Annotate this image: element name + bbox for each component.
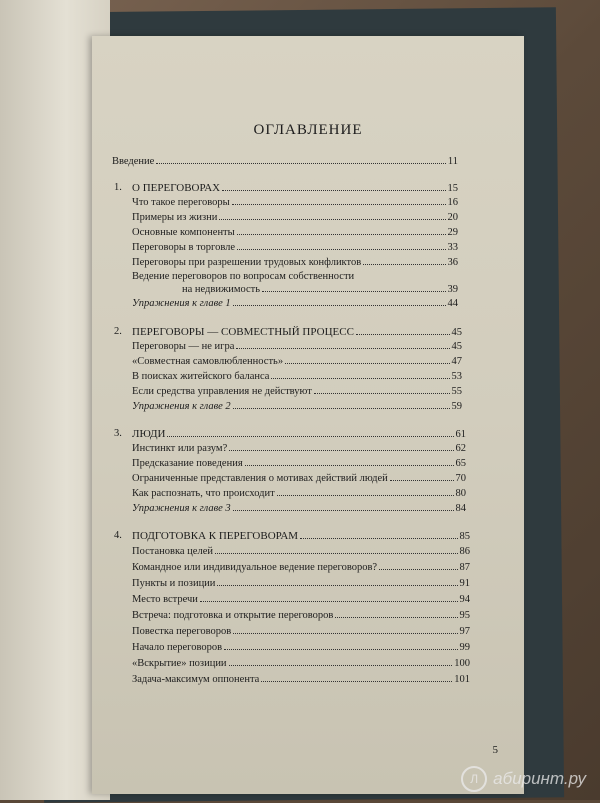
toc-entry-page: 95 (459, 610, 470, 621)
toc-entry-page: 70 (455, 473, 466, 484)
toc-entry (132, 458, 466, 470)
toc-entry (132, 546, 470, 558)
toc-entry-label: «Вскрытие» позиции (132, 658, 227, 669)
toc-entry-label: Место встречи (132, 594, 198, 605)
leader-dots (314, 393, 450, 394)
toc-entry (132, 488, 466, 500)
toc-entry-label: Переговоры в торговле (132, 242, 236, 253)
chapter-title: ПОДГОТОВКА К ПЕРЕГОВОРАМ (132, 530, 299, 542)
toc-entry-label: Что такое переговоры (132, 197, 230, 208)
toc-entry-page: 80 (455, 488, 466, 499)
toc-entry-page: 55 (451, 386, 462, 397)
toc-entry-label: Задача-максимум оппонента (132, 674, 260, 685)
toc-entry-label-cont: на недвижимость (182, 284, 261, 295)
toc-entry (132, 642, 470, 654)
toc-entry-label: Предсказание поведения (132, 458, 243, 469)
chapter-title: О ПЕРЕГОВОРАХ (132, 182, 221, 194)
leader-dots (156, 163, 446, 164)
toc-entry-label: Примеры из жизни (132, 212, 218, 223)
leader-dots (233, 633, 457, 634)
toc-entry (132, 227, 458, 239)
leader-dots (390, 480, 454, 481)
toc-entry-label: Повестка переговоров (132, 626, 232, 637)
leader-dots (219, 219, 445, 220)
toc-entry-page: 16 (447, 197, 458, 208)
leader-dots (271, 378, 449, 379)
leader-dots (217, 585, 457, 586)
toc-entry-exercises (132, 298, 458, 310)
chapter-page: 45 (451, 327, 462, 338)
toc-entry (132, 371, 462, 383)
toc-entry-label: Пункты и позиции (132, 578, 216, 589)
toc-entry (132, 674, 470, 686)
toc-entry-label: Переговоры — не игра (132, 341, 235, 352)
leader-dots (262, 291, 445, 292)
toc-entry (132, 341, 462, 353)
toc-entry-label: Начало переговоров (132, 642, 223, 653)
toc-entry-page: 45 (451, 341, 462, 352)
toc-entry (132, 257, 458, 269)
toc-entry-intro (112, 156, 458, 168)
toc-entry-label: Если средства управления не действуют (132, 386, 312, 397)
toc-entry-page: 87 (459, 562, 470, 573)
toc-entry-exercises (132, 503, 466, 515)
toc-entry-label: Ведение переговоров по вопросам собственности (132, 271, 355, 282)
toc-entry-page: 47 (451, 356, 462, 367)
leader-dots (300, 538, 457, 539)
toc-entry (132, 610, 470, 622)
toc-entry-page: 20 (447, 212, 458, 223)
leader-dots (285, 363, 449, 364)
toc-entry (132, 578, 470, 590)
toc-entry-label: Введение (112, 156, 155, 167)
leader-dots (261, 681, 452, 682)
chapter-page: 15 (447, 183, 458, 194)
toc-entry (132, 626, 470, 638)
toc-entry (132, 594, 470, 606)
leader-dots (277, 495, 454, 496)
leader-dots (222, 190, 445, 191)
toc-entry-page: 53 (451, 371, 462, 382)
chapter-title: ЛЮДИ (132, 428, 166, 440)
chapter-number: 4. (114, 530, 122, 541)
toc-entry-page: 101 (454, 674, 470, 685)
toc-entry-label: «Совместная самовлюбленность» (132, 356, 284, 367)
chapter-number: 2. (114, 326, 122, 337)
toc-entry-page: 36 (447, 257, 458, 268)
toc-entry (132, 212, 458, 224)
leader-dots (229, 665, 453, 666)
chapter-number: 1. (114, 182, 122, 193)
toc-entry (132, 356, 462, 368)
watermark (461, 766, 586, 792)
toc-entry-page: 84 (455, 503, 466, 514)
leader-dots (236, 348, 449, 349)
leader-dots (215, 553, 458, 554)
toc-entry-page: 33 (447, 242, 458, 253)
toc-title: ОГЛАВЛЕНИЕ (253, 122, 363, 138)
toc-entry-label: Постановка целей (132, 546, 213, 557)
toc-chapter-1 (114, 182, 458, 195)
toc-entry-page: 99 (459, 642, 470, 653)
toc-entry-label: Командное или индивидуальное ведение переговоров? (132, 562, 378, 573)
leader-dots (224, 649, 457, 650)
toc-entry-page: 100 (454, 658, 470, 669)
toc-entry-label: В поисках житейского баланса (132, 371, 270, 382)
toc-entry (132, 197, 458, 209)
toc-entry (132, 443, 466, 455)
toc-entry-label: Основные компоненты (132, 227, 235, 238)
toc-entry-page: 97 (459, 626, 470, 637)
leader-dots (379, 569, 457, 570)
toc-entry (132, 658, 470, 670)
leader-dots (335, 617, 457, 618)
leader-dots (237, 234, 446, 235)
toc-entry-label: Инстинкт или разум? (132, 443, 228, 454)
toc-entry-page: 86 (459, 546, 470, 557)
toc-entry-exercises (132, 401, 462, 413)
leader-dots (167, 436, 453, 437)
toc-entry-page: 59 (451, 401, 462, 412)
leader-dots (363, 264, 445, 265)
toc-entry-label: Упражнения к главе 3 (132, 503, 231, 514)
leader-dots (245, 465, 454, 466)
page-number: 5 (492, 744, 498, 756)
leader-dots (356, 334, 450, 335)
chapter-page: 85 (459, 531, 470, 542)
leader-dots (233, 510, 454, 511)
toc-entry-label: Упражнения к главе 1 (132, 298, 231, 309)
toc-entry (132, 473, 466, 485)
leader-dots (229, 450, 453, 451)
toc-entry-page: 94 (459, 594, 470, 605)
toc-entry-page: 39 (447, 284, 458, 295)
toc-entry-label: Ограниченные представления о мотивах действий людей (132, 473, 388, 484)
toc-chapter-3 (114, 428, 466, 441)
toc-entry-page: 62 (455, 443, 466, 454)
toc-chapter-2 (114, 326, 462, 339)
toc-entry (132, 242, 458, 254)
chapter-page: 61 (455, 429, 466, 440)
book-page (92, 36, 524, 794)
watermark-text: абиринт.ру (493, 769, 586, 788)
toc-entry (132, 562, 470, 574)
leader-dots (237, 249, 445, 250)
chapter-title: ПЕРЕГОВОРЫ — СОВМЕСТНЫЙ ПРОЦЕСС (132, 326, 354, 338)
toc-entry-page: 91 (459, 578, 470, 589)
leader-dots (232, 204, 446, 205)
toc-entry-label: Встреча: подготовка и открытие переговоров (132, 610, 334, 621)
leader-dots (200, 601, 458, 602)
toc-entry-label: Упражнения к главе 2 (132, 401, 231, 412)
toc-chapter-4 (114, 530, 470, 543)
toc-entry-page: 29 (447, 227, 458, 238)
leader-dots (233, 408, 450, 409)
toc-entry-line2 (132, 284, 458, 296)
toc-entry-label: Переговоры при разрешении трудовых конфликтов (132, 257, 362, 268)
toc-entry-page: 44 (447, 298, 458, 309)
chapter-number: 3. (114, 428, 122, 439)
toc-entry-line1 (132, 271, 458, 283)
toc-entry-label: Как распознать, что происходит (132, 488, 275, 499)
leader-dots (233, 305, 446, 306)
toc-entry (132, 386, 462, 398)
toc-entry-page: 65 (455, 458, 466, 469)
labirint-logo-icon: Л (461, 766, 487, 792)
toc-entry-page: 11 (447, 156, 458, 167)
